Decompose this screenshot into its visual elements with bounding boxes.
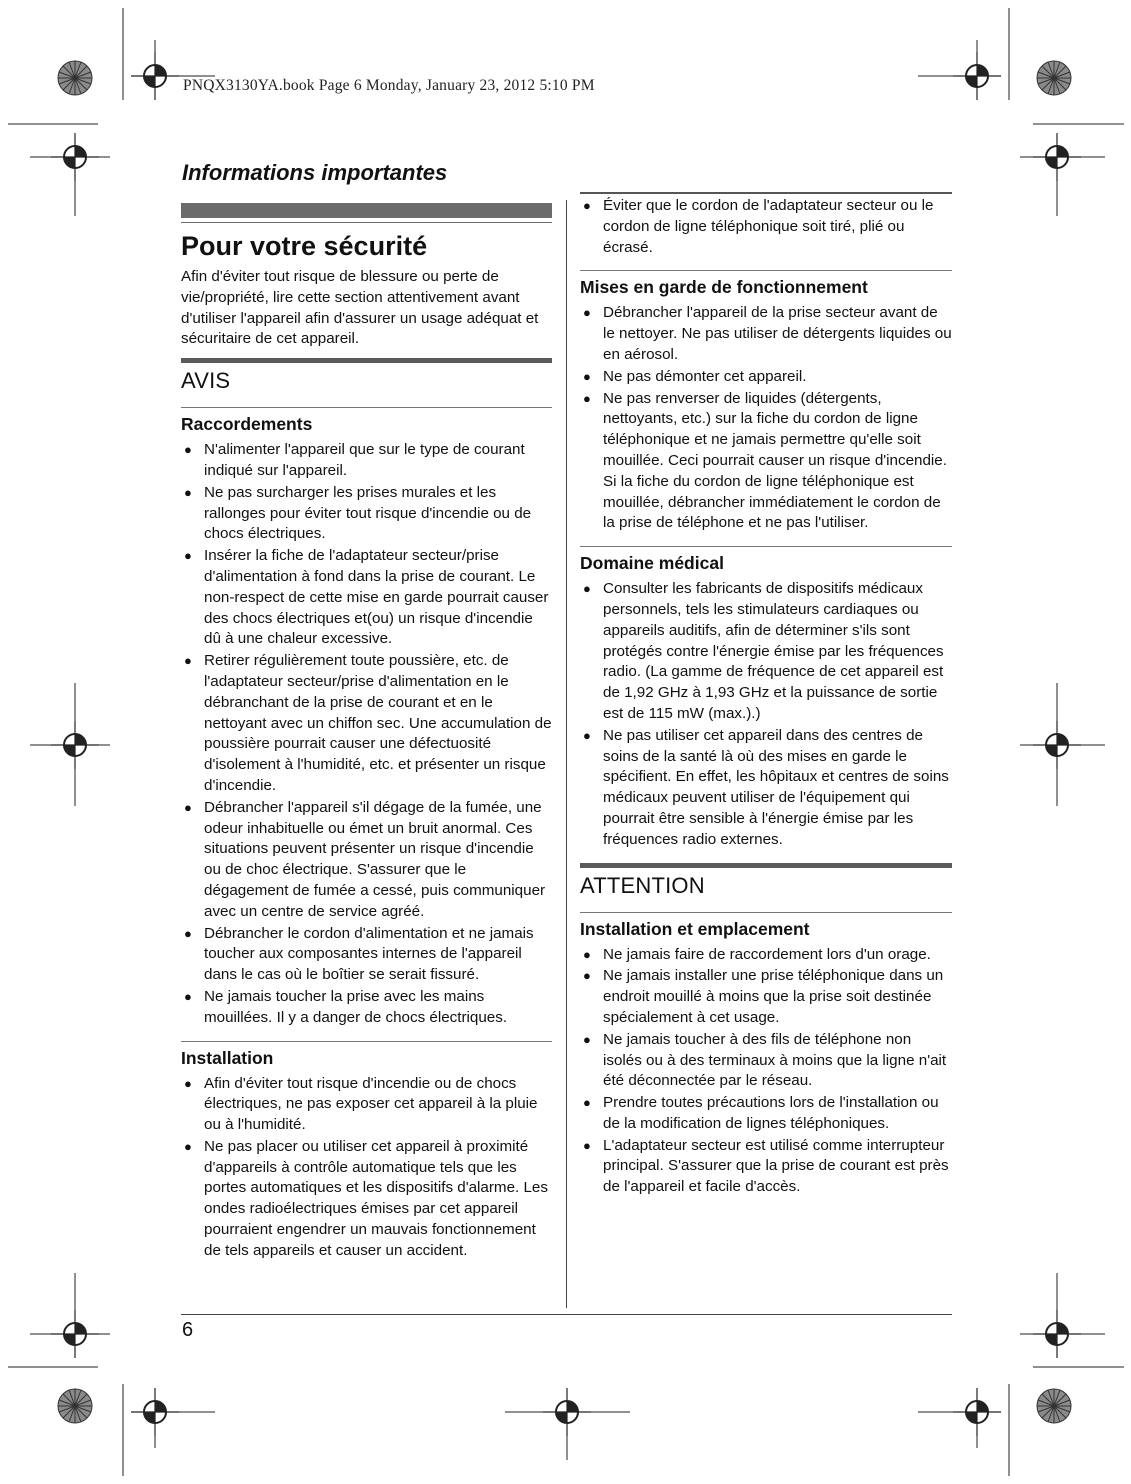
emplacement-title: Installation et emplacement <box>580 918 810 939</box>
bullet-icon: ● <box>583 368 591 384</box>
list-item: ● N'alimenter l'appareil que sur le type de courant indiqué sur l'appareil. <box>184 441 525 479</box>
emplacement-list <box>580 945 952 1199</box>
list-item: ● Ne pas utiliser cet appareil dans des centres de soins de la santé là où des mises en garde le spécifient. En effet, les hôpitaux et centres de soins médicaux peuvent utiliser de l'équipement qui pourrait être sensible à l'énergie émise par les fréquences radio externes. <box>583 726 949 848</box>
attention-rule <box>580 863 952 868</box>
bullet-icon: ● <box>184 799 192 815</box>
fonctionnement-rule <box>580 270 952 271</box>
list-item: ● Ne pas renverser de liquides (détergents, nettoyants, etc.) sur la fiche du cordon de ligne téléphonique et ne jamais permettre qu'elle soit mouillée. Ceci pourrait causer un risque d'incendie. Si la fiche du cordon de ligne téléphonique est mouillée, débrancher immédiatement le cordon de la prise de téléphone et ne pas l'utiliser. <box>583 389 947 532</box>
raccordements-rule <box>181 407 552 408</box>
list-item: ● Débrancher le cordon d'alimentation et ne jamais toucher aux composantes internes de l'appareil dans le cas où le boîtier se serait fissuré. <box>184 924 534 984</box>
list-item: ● Ne jamais faire de raccordement lors d'un orage. <box>580 945 952 966</box>
medical-list <box>580 579 952 850</box>
fonctionnement-title: Mises en garde de fonctionnement <box>580 277 868 298</box>
list-item: ● Ne jamais toucher la prise avec les mains mouillées. Il y a danger de chocs électriques. <box>184 987 508 1026</box>
bullet-icon: ● <box>184 484 192 500</box>
avis-title: AVIS <box>181 368 231 394</box>
list-item: ● Ne jamais installer une prise téléphonique dans un endroit mouillé à moins que la prise soit destinée spécialement à cet usage. <box>583 967 944 1026</box>
fonctionnement-list <box>580 303 952 534</box>
column-divider <box>566 200 567 1308</box>
raccordements-list <box>181 440 552 1028</box>
bullet-icon: ● <box>583 390 591 406</box>
footer-rule <box>181 1314 952 1315</box>
bullet-icon: ● <box>184 442 192 458</box>
list-item: ● Ne jamais toucher à des fils de téléphone non isolés ou à des terminaux à moins que la ligne n'ait été déconnectée par le réseau. <box>583 1030 947 1090</box>
list-item: ● Prendre toutes précautions lors de l'installation ou de la modification de lignes téléphoniques. <box>583 1094 939 1132</box>
list-item: ● Ne pas placer ou utiliser cet appareil à proximité d'appareils à contrôle automatique tels que les portes automatiques et les dispositifs d'alarme. Les ondes radioélectriques émises par cet appareil pourraient engendrer un mauvais fonctionnement de tels appareils et causer un accident. <box>184 1137 548 1259</box>
bullet-icon: ● <box>184 1075 192 1091</box>
installation-rule <box>181 1041 552 1042</box>
bullet-icon: ● <box>583 1137 591 1153</box>
avis-rule <box>181 358 552 363</box>
list-item: ● Éviter que le cordon de l'adaptateur secteur ou le cordon de ligne téléphonique soit tiré, plié ou écrasé. <box>583 197 934 256</box>
raccordements-title: Raccordements <box>181 414 313 435</box>
bullet-icon: ● <box>583 727 591 743</box>
list-item: ● Débrancher l'appareil s'il dégage de la fumée, une odeur inhabituelle ou émet un bruit anormal. Ces situations peuvent présenter un risque d'incendie ou de choc électrique. S'assurer que le dégagement de fumée a cessé, puis communiquer avec un centre de service agréé. <box>184 798 546 920</box>
title-rule <box>181 222 552 223</box>
list-item: ● Débrancher l'appareil de la prise secteur avant de le nettoyer. Ne pas utiliser de détergents liquides ou en aérosol. <box>583 304 952 363</box>
emplacement-rule <box>580 912 952 913</box>
print-header: PNQX3130YA.book Page 6 Monday, January 23, 2012 5:10 PM <box>183 77 595 94</box>
right-column <box>580 196 952 1210</box>
list-item: ● Retirer régulièrement toute poussière, etc. de l'adaptateur secteur/prise d'alimentation en le débranchant de la prise de courant et en le nettoyant avec un chiffon sec. Une accumulation de poussière pourrait causer une défectuosité d'isolement à l'humidité, etc. et présenter un risque d'incendie. <box>184 652 552 794</box>
attention-title: ATTENTION <box>580 872 705 898</box>
installation-title: Installation <box>181 1047 274 1068</box>
list-item: ● Ne pas surcharger les prises murales et les rallonges pour éviter tout risque d'incendie ou de chocs électriques. <box>184 483 532 543</box>
bullet-icon: ● <box>184 548 192 564</box>
bullet-icon: ● <box>583 198 591 213</box>
bullet-icon: ● <box>184 1138 192 1154</box>
intro-paragraph: Afin d'éviter tout risque de blessure ou perte de vie/propriété, lire cette section attentivement avant d'utiliser l'appareil afin d'assurer un usage adéquat et sécuritaire de cet appareil. <box>181 268 539 348</box>
bullet-icon: ● <box>583 1031 591 1047</box>
page-number: 6 <box>182 1319 194 1341</box>
list-item: ● L'adaptateur secteur est utilisé comme interrupteur principal. S'assurer que la prise de courant est près de l'appareil et facile d'accès. <box>583 1136 949 1196</box>
list-item: ● Insérer la fiche de l'adaptateur secteur/prise d'alimentation à fond dans la prise de courant. Le non-respect de cette mise en garde pourrait causer des chocs électriques et(ou) un risque d'incendie dû à une chaleur excessive. <box>184 547 549 648</box>
section-title: Informations importantes <box>182 160 448 185</box>
bullet-icon: ● <box>184 925 192 941</box>
page-title: Pour votre sécurité <box>181 231 428 261</box>
left-column <box>181 200 552 1274</box>
title-bar <box>181 203 552 218</box>
list-item: ● Consulter les fabricants de dispositifs médicaux personnels, tels les stimulateurs cardiaques ou appareils auditifs, afin de déterminer s'ils sont protégés contre l'énergie émise par les fréquences radio. (La gamme de fréquence de cet appareil est de 1,92 GHz à 1,93 GHz et la puissance de sortie est de 115 mW (max.).) <box>583 580 944 722</box>
bullet-icon: ● <box>184 988 192 1004</box>
bullet-icon: ● <box>583 305 591 321</box>
header-rule <box>580 192 952 194</box>
list-item: ● Afin d'éviter tout risque d'incendie ou de chocs électriques, ne pas exposer cet appareil à la pluie ou à l'humidité. <box>184 1074 538 1134</box>
bullet-icon: ● <box>583 968 591 984</box>
list-item: ● Ne pas démonter cet appareil. <box>580 367 952 388</box>
continued-list <box>580 196 952 258</box>
medical-title: Domaine médical <box>580 553 724 574</box>
bullet-icon: ● <box>583 581 591 597</box>
installation-list <box>181 1074 552 1262</box>
bullet-icon: ● <box>583 946 591 962</box>
bullet-icon: ● <box>583 1095 591 1111</box>
medical-rule <box>580 546 952 547</box>
bullet-icon: ● <box>184 653 192 669</box>
